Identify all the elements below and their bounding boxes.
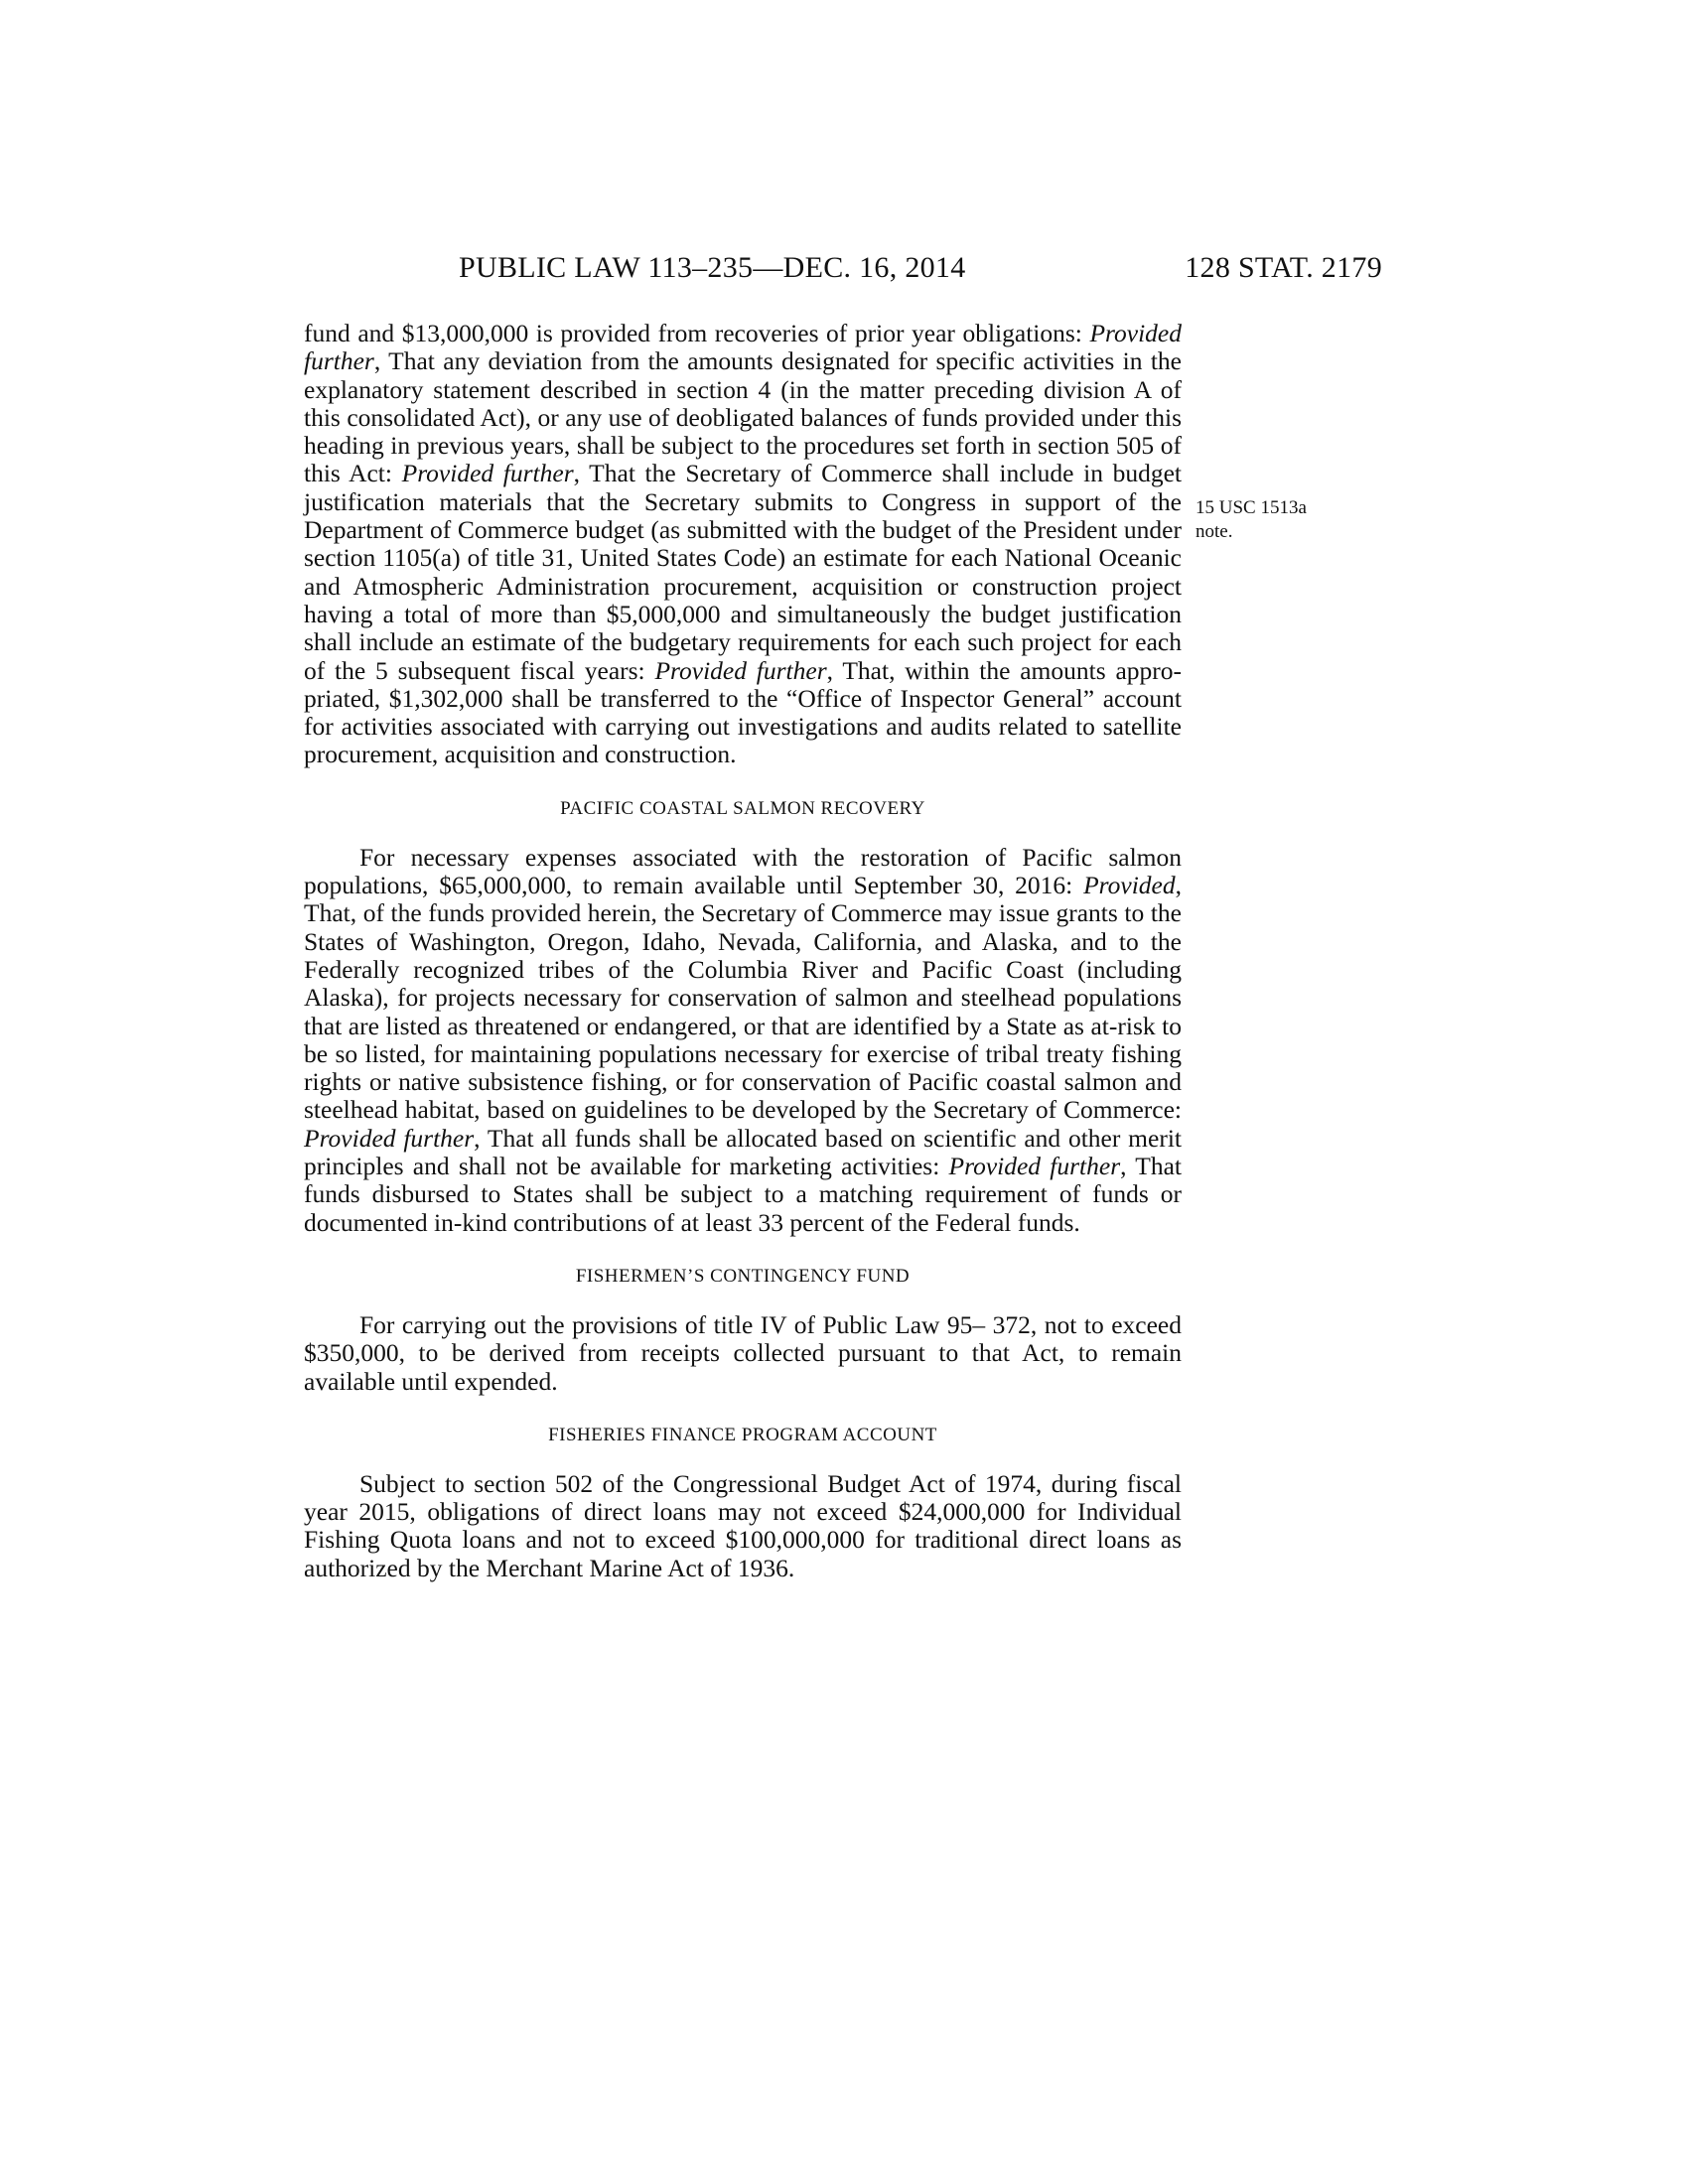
intro-paragraph: [304, 320, 1182, 769]
proviso-italic: Provided further: [401, 459, 574, 488]
public-law-title: PUBLIC LAW 113–235—DEC. 16, 2014: [459, 251, 966, 284]
proviso-italic: Provided further: [304, 319, 1182, 376]
salmon-text-4: , That funds disbursed to States shall be subject to a matching requirement of funds or documented in-kind contributions of at least 33 percent of the Federal funds.: [304, 1152, 1182, 1237]
intro-text-4: , That, within the amounts appropriated, $1,302,000 shall be transferred to the “Office of Inspector General” account for activities associated with carrying out investigations and audits related to satellite procurement, acquisition and construction.: [304, 655, 1182, 769]
salmon-heading: PACIFIC COASTAL SALMON RECOVERY: [560, 797, 925, 819]
contingency-heading: FISHERMEN’S CONTINGENCY FUND: [575, 1265, 911, 1287]
statute-page-number: 128 STAT. 2179: [1185, 251, 1382, 284]
document-body: [304, 320, 1182, 1582]
intro-text-2: , That any deviation from the amounts designated for specific activities in the explanatory statement described in section 4 (in the matter preceding division A of this consolidated Act), or any use of deobligated balances of funds provided under this heading in previous years, shall be subject to the procedures set forth in section 505 of this Act:: [304, 346, 1182, 488]
usc-margin-note: [1196, 496, 1374, 544]
proviso-italic: Provided further: [304, 1123, 475, 1153]
proviso-italic: Provided further: [654, 655, 827, 685]
salmon-paragraph: [304, 844, 1182, 1237]
usc-citation: 15 USC 1513a: [1196, 497, 1307, 518]
salmon-text-2: , That, of the funds provided herein, the Secretary of Commerce may issue grants to the States of Washington, Oregon, Idaho, Nevada, California, and Alaska, and to the Federally recognized tribes of the Columbia River and Pacific Coast (including Alaska), for projects necessary for conservation of salmon and steelhead populations that are listed as threatened or endangered, or that are identified by a State as at-risk to be so listed, for maintaining populations necessary for exercise of tribal treaty fishing rights or native subsistence fishing, or for conservation of Pacific coastal salmon and steelhead habitat, based on guidelines to be developed by the Secretary of Commerce:: [304, 871, 1182, 1125]
finance-paragraph: Subject to section 502 of the Congressional Budget Act of 1974, during fiscal year 2015, obligations of direct loans may not exceed $24,000,000 for Individual Fishing Quota loans and not to exceed $100,000,000 for traditional direct loans as authorized by the Merchant Marine Act of 1936.: [304, 1468, 1182, 1582]
salmon-text-3: , That all funds shall be allocated based on scientific and other merit principles and shall not be available for marketing activities:: [304, 1123, 1182, 1181]
finance-heading: FISHERIES FINANCE PROGRAM ACCOUNT: [548, 1424, 937, 1445]
proviso-italic: Provided: [1083, 871, 1176, 900]
intro-text-1: fund and $13,000,000 is provided from recoveries of prior year obligations:: [304, 319, 1090, 347]
page-header: [298, 248, 1382, 288]
usc-note-label: note.: [1196, 521, 1233, 542]
contingency-paragraph: For carrying out the provisions of title IV of Public Law 95– 372, not to exceed $350,000, to be derived from receipts collected pursuant to that Act, to remain available until expended.: [304, 1309, 1182, 1396]
intro-text-3: , That the Secretary of Commerce shall include in budget justification materials that the Secretary submits to Congress in support of the Department of Commerce budget (as submitted with the budget of the President under section 1105(a) of title 31, United States Code) an estimate for each National Oceanic and Atmospheric Administration procurement, acquisition or construction project having a total of more than $5,000,000 and simultaneously the budget justification shall include an estimate of the budgetary requirements for each such project for each of the 5 subsequent fiscal years:: [304, 459, 1183, 685]
salmon-text-1: For necessary expenses associated with the restoration of Pacific salmon populations, $65,000,000, to remain available until September 30, 2016:: [304, 842, 1182, 900]
proviso-italic: Provided further: [948, 1152, 1121, 1181]
